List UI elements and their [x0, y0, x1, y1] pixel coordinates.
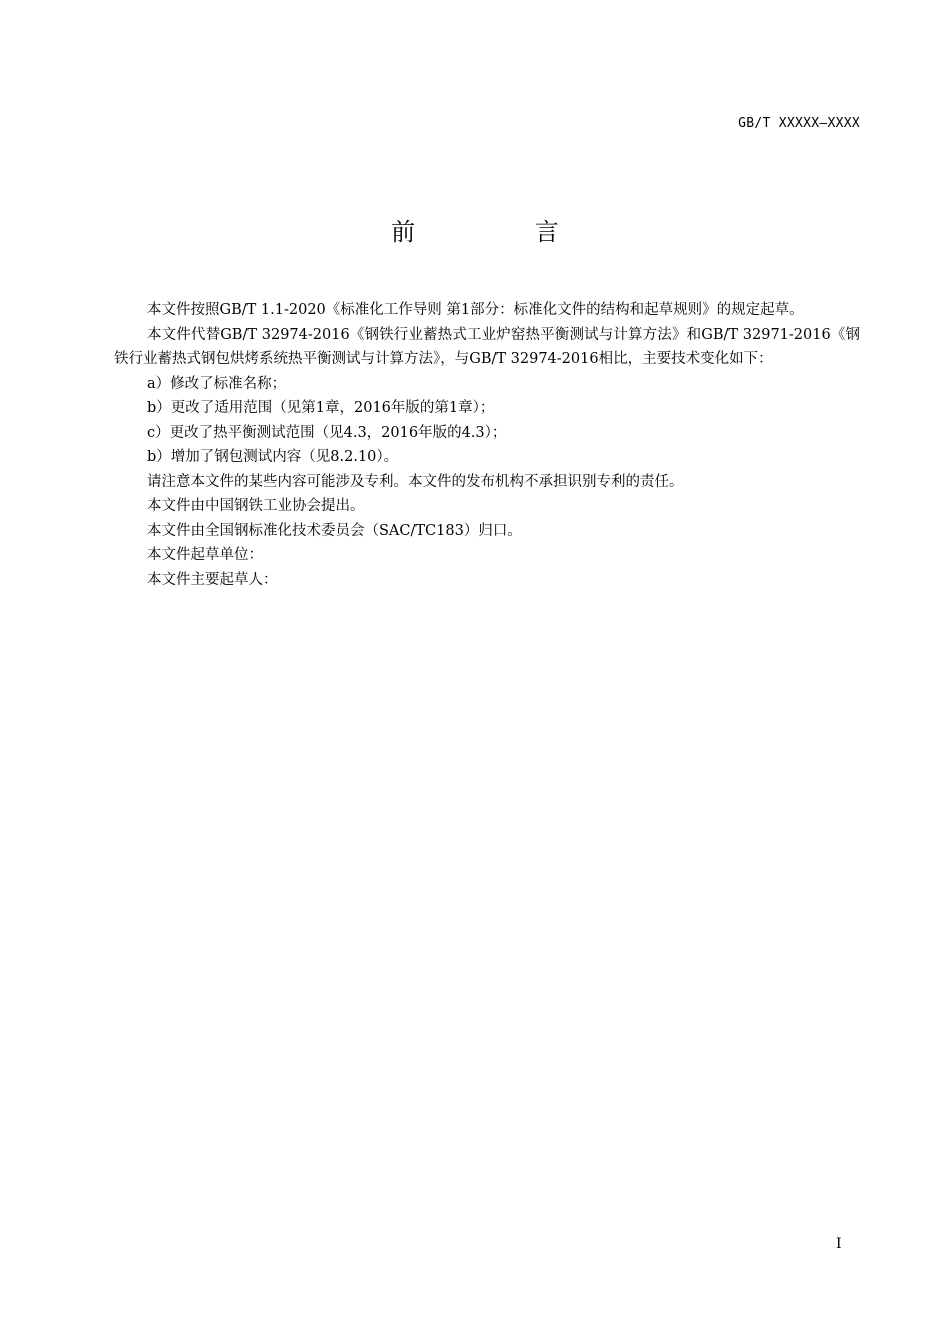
committee-statement: 本文件由全国钢标准化技术委员会（SAC/TC183）归口。 [147, 522, 522, 539]
change-item: a）修改了标准名称； [147, 375, 287, 392]
standard-code: GB/T XXXXX—XXXX [738, 116, 860, 131]
change-item: b）增加了钢包测试内容（见8.2.10）。 [147, 449, 399, 465]
patent-notice: 请注意本文件的某些内容可能涉及专利。本文件的发布机构不承担识别专利的责任。 [147, 473, 684, 490]
drafters: 本文件主要起草人： [147, 571, 278, 588]
change-item: c）更改了热平衡测试范围（见4.3，2016年版的4.3）； [147, 424, 507, 441]
page-number: I [836, 1236, 842, 1252]
preface-body [114, 298, 860, 592]
proposer-statement: 本文件由中国钢铁工业协会提出。 [147, 498, 365, 514]
paragraph-replacement: 本文件代替GB/T 32974-2016《钢铁行业蓄热式工业炉窑热平衡测试与计算方法》和GB/T 32971-2016《钢铁行业蓄热式钢包烘烤系统热平衡测试与计算方法》，与GB/T 32974-2016相比，主要技术变化如下： [114, 326, 860, 367]
paragraph-drafting-rules: 本文件按照GB/T 1.1-2020《标准化工作导则 第1部分：标准化文件的结构和起草规则》的规定起草。 [147, 302, 804, 318]
change-item: b）更改了适用范围（见第1章，2016年版的第1章）； [147, 400, 495, 416]
drafting-units: 本文件起草单位： [147, 547, 263, 563]
page-title: 前 言 [391, 218, 615, 246]
